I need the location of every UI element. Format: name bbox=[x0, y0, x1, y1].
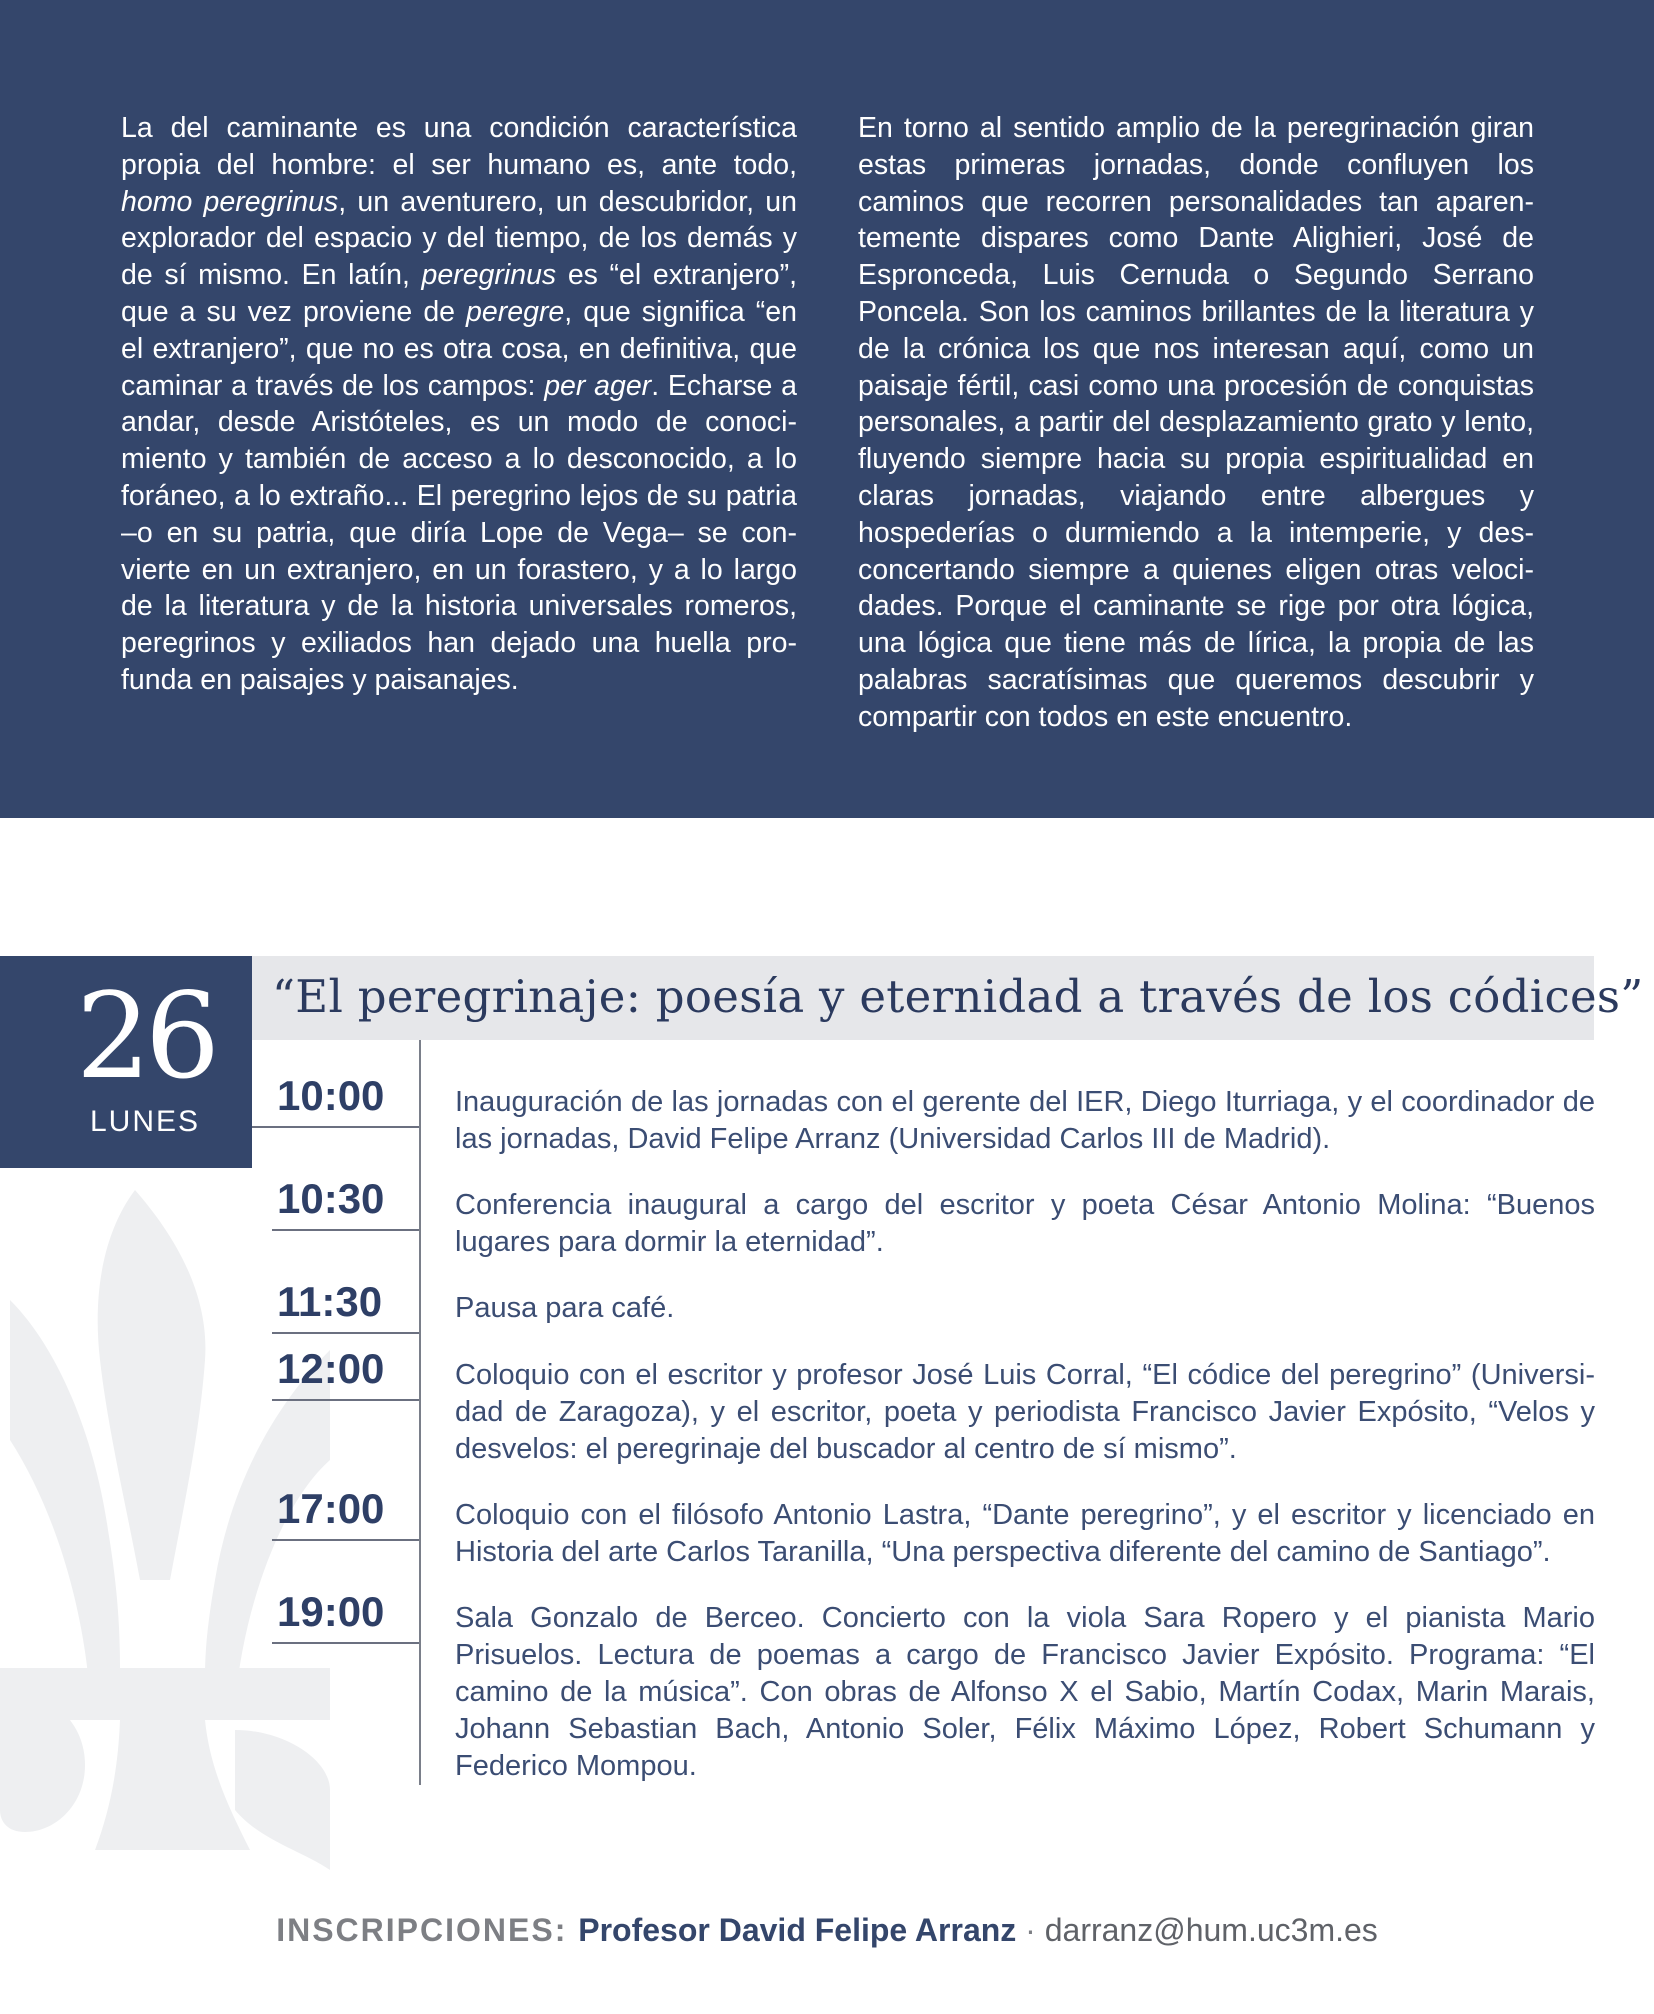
slot-rule bbox=[252, 1126, 419, 1128]
slot-rule bbox=[272, 1399, 419, 1401]
intro-band bbox=[0, 0, 1654, 818]
schedule-divider bbox=[419, 1040, 421, 1785]
intro-column-left bbox=[121, 110, 797, 699]
registration-label: INSCRIPCIONES: bbox=[276, 1912, 579, 1948]
slot-time: 10:30 bbox=[277, 1175, 385, 1222]
intro-italic-term: per ager bbox=[544, 369, 652, 402]
slot-time: 17:00 bbox=[277, 1485, 385, 1532]
intro-text-segment: , que significa “en el extranjero”, que no es otra cosa, en definitiva, que caminar a través de los campos: bbox=[121, 295, 797, 402]
slot-rule bbox=[272, 1332, 419, 1334]
contact-email[interactable]: darranz@hum.uc3m.es bbox=[1044, 1912, 1378, 1948]
day-badge bbox=[0, 956, 252, 1168]
intro-paragraph-left bbox=[121, 110, 797, 699]
slot-time: 12:00 bbox=[277, 1345, 385, 1392]
slot-description: Inauguración de las jornadas con el gerente del IER, Diego Iturriaga, y el coordinador de las jornadas, David Felipe Arranz (Universidad Carlos III de Madrid). bbox=[455, 1086, 1595, 1155]
slot-description: Coloquio con el escritor y profesor José Luis Corral, “El códice del peregrino” (Universidad de Zaragoza), y el escritor, poeta y periodista Francisco Javier Expósito, “Velos y desvelos: el peregrinaje del buscador al centro de sí mismo”. bbox=[455, 1359, 1595, 1465]
slot-description: Sala Gonzalo de Berceo. Concierto con la viola Sara Ropero y el pianista Mario Prisuelos. Lectura de poemas a cargo de Francisco Javier Expósito. Programa: “El camino de la música”. Con obras de Alfonso X el Sabio, Martín Codax, Marin Marais, Johann Sebastian Bach, Antonio Soler, Félix Máximo López, Robert Schumann y Federico Mompou. bbox=[455, 1602, 1595, 1782]
intro-column-right bbox=[858, 110, 1534, 736]
intro-text-segment: La del caminante es una condición característica propia del hombre: el ser humano es, ante todo, bbox=[121, 112, 797, 181]
slot-time: 19:00 bbox=[277, 1588, 385, 1635]
intro-text-segment: . Echarse a andar, desde Aristóteles, es un modo de conocimiento y también de acceso a lo desconocido, a lo foráneo, a lo extraño... El peregrino lejos de su patria –o en su patria, que diría Lope de Vega– se convierte en un extranjero, en un forastero, y a lo largo de la literatura y de la historia universales romeros, peregrinos y exiliados han dejado una huella profunda en paisajes y paisanajes. bbox=[121, 369, 798, 696]
intro-italic-term: homo peregrinus bbox=[121, 185, 339, 218]
slot-time: 10:00 bbox=[277, 1072, 385, 1119]
intro-text-segment: , un aventurero, un descubridor, un explorador del espacio y del tiempo, de los demás y de sí mismo. En latín, bbox=[121, 185, 797, 292]
contact-name: Profesor David Felipe Arranz bbox=[578, 1912, 1026, 1948]
slot-description: Pausa para café. bbox=[455, 1292, 675, 1324]
intro-italic-term: peregre bbox=[466, 295, 565, 328]
day-title: “El peregrinaje: poesía y eternidad a través de los códices” bbox=[272, 970, 1644, 1023]
day-title-bar bbox=[252, 956, 1644, 1040]
slot-description: Coloquio con el filósofo Antonio Lastra, “Dante peregrino”, y el escritor y licenciado en Historia del arte Carlos Taranilla, “Una perspectiva diferente del camino de Santiago”. bbox=[455, 1499, 1595, 1568]
intro-paragraph-right: En torno al sentido amplio de la peregrinación giran estas primeras jornadas, donde confluyen los caminos que recorren personalidades tan aparentemente dispares como Dante Alighieri, José de Espronceda, Luis Cernuda o Segundo Serrano Poncela. Son los caminos brillantes de la literatura y de la crónica los que nos interesan aquí, como un paisaje fértil, casi como una procesión de conquistas personales, a partir del desplazamiento grato y lento, fluyendo siempre hacia su propia espiritualidad en claras jornadas, viajando entre albergues y hospederías o durmiendo a la intemperie, y desconcertando siempre a quienes eligen otras velocidades. Porque el caminante se rige por otra lógica, una lógica que tiene más de lírica, la propia de las palabras sacratísimas que queremos descubrir y compartir con todos en este encuentro. bbox=[858, 112, 1534, 733]
slot-description: Conferencia inaugural a cargo del escritor y poeta César Antonio Molina: “Buenos lugares para dormir la eternidad”. bbox=[455, 1189, 1595, 1258]
slot-rule bbox=[272, 1642, 419, 1644]
intro-text-segment: es “el extranjero”, que a su vez proviene de bbox=[121, 259, 797, 328]
registration-footer bbox=[0, 1910, 1654, 1950]
day-number: 26 bbox=[75, 967, 215, 1105]
slot-rule bbox=[272, 1539, 419, 1541]
day-name: LUNES bbox=[89, 1105, 201, 1138]
slot-time: 11:30 bbox=[277, 1278, 383, 1325]
slot-rule bbox=[272, 1229, 419, 1231]
footer-separator: · bbox=[1025, 1912, 1045, 1948]
intro-italic-term: peregrinus bbox=[421, 259, 557, 292]
